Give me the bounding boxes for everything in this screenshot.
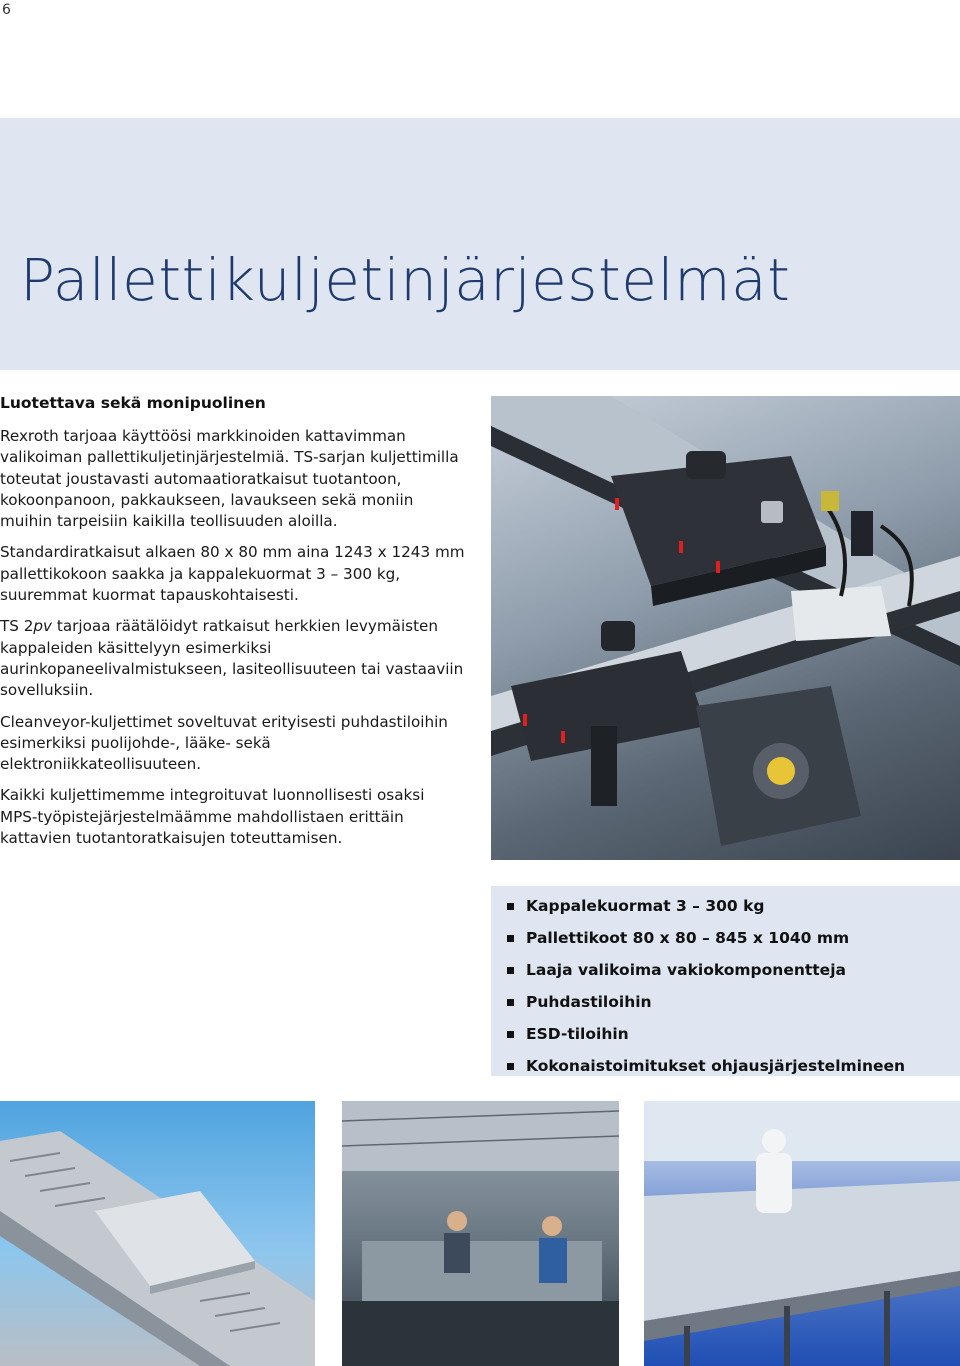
feature-item: Puhdastiloihin (505, 986, 960, 1018)
square-bullet-icon (507, 935, 514, 942)
cleanroom-worker-head (762, 1129, 786, 1153)
cleanroom-illustration (644, 1101, 960, 1366)
square-bullet-icon (507, 999, 514, 1006)
worker-head (542, 1216, 562, 1236)
feature-box (491, 886, 960, 1076)
worker-head (447, 1211, 467, 1231)
feature-item: ESD-tiloihin (505, 1018, 960, 1050)
assembly-line-illustration (342, 1101, 619, 1366)
pallet-locator (601, 621, 635, 651)
worker-body (444, 1233, 470, 1273)
intro-paragraph-5: Kaikki kuljettimemme integroituvat luonnollisesti osaksi MPS-työpistejärjestelmäämme mahdollistaen erittäin kattavien tuotantoratkaisujen toteuttamisen. (0, 786, 425, 848)
floor-conveyor (342, 1301, 619, 1366)
feature-item: Laaja valikoima vakiokomponentteja (505, 954, 960, 986)
cleanroom-worker-suit (756, 1153, 792, 1213)
square-bullet-icon (507, 1063, 514, 1070)
cable-connector (821, 491, 839, 511)
sensor (851, 511, 873, 556)
roller-conveyor-illustration (0, 1101, 315, 1366)
red-marker (523, 714, 527, 726)
photo-assembly-line (342, 1101, 619, 1366)
red-marker (679, 541, 683, 553)
worker-body (539, 1238, 567, 1283)
pallet-locator (686, 451, 726, 479)
hero-conveyor-photo (491, 396, 960, 860)
conveyor-illustration (491, 396, 960, 860)
pallet-pin (761, 501, 783, 523)
sensor-bracket (591, 726, 617, 806)
square-bullet-icon (507, 1031, 514, 1038)
square-bullet-icon (507, 903, 514, 910)
feature-item: Kokonaistoimitukset ohjausjärjestelmineen (505, 1050, 960, 1082)
ts2pv-italic: pv (33, 617, 53, 636)
red-marker (716, 561, 720, 573)
red-marker (561, 731, 565, 743)
feature-list (505, 890, 960, 1082)
ts2pv-prefix: TS 2 (0, 617, 34, 636)
ceiling (342, 1101, 619, 1171)
drive-hub-center (767, 757, 795, 785)
intro-paragraph-3 (0, 616, 466, 701)
intro-paragraph-4: Cleanveyor-kuljettimet soveltuvat erityisesti puhdastiloihin esimerkiksi puolijohde-, lääke- sekä elektroniikkateollisuuteen. (0, 712, 448, 774)
feature-item: Pallettikoot 80 x 80 – 845 x 1040 mm (505, 922, 960, 954)
title-band (0, 118, 960, 370)
page-title: Pallettikuljetinjärjestelmät (20, 246, 791, 314)
feature-item: Kappalekuormat 3 – 300 kg (505, 890, 960, 922)
red-marker (615, 498, 619, 510)
page-number: 6 (2, 2, 11, 18)
ts2pv-rest: tarjoaa räätälöidyt ratkaisut herkkien levymäisten kappaleiden käsittelyyn esimerkiksi aurinkopaneelivalmistukseen, lasiteollisuuteen tai vastaaviin sovelluksiin. (0, 617, 464, 700)
intro-paragraph-2: Standardiratkaisut alkaen 80 x 80 mm aina 1243 x 1243 mm pallettikokoon saakka ja kappalekuormat 3 – 300 kg, suuremmat kuormat tapauskohtaisesti. (0, 543, 465, 605)
photo-cleanroom (644, 1101, 960, 1366)
intro-paragraph-1: Rexroth tarjoaa käyttöösi markkinoiden kattavimman valikoiman pallettikuljetinjärjestelmiä. TS-sarjan kuljettimilla toteutat joustavasti automaatioratkaisut tuotantoon, kokoonpanoon, pakkaukseen, lavaukseen sekä moniin muihin tarpeisiin kaikilla teollisuuden aloilla. (0, 427, 459, 531)
photo-roller-conveyor (0, 1101, 315, 1366)
cleanroom-ceiling (644, 1101, 960, 1161)
intro-heading: Luotettava sekä monipuolinen (0, 394, 266, 412)
intro-section (0, 394, 466, 859)
square-bullet-icon (507, 967, 514, 974)
